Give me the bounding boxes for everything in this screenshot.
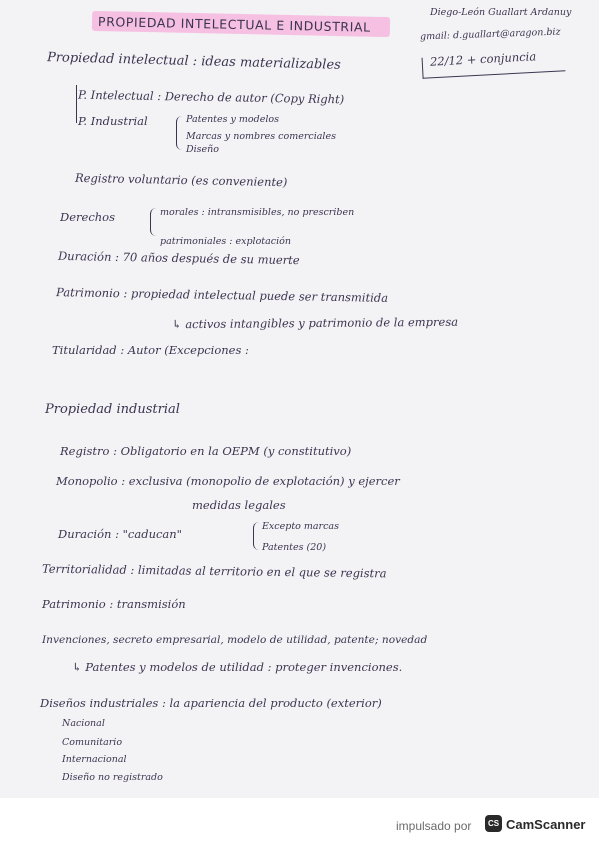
p-industrial-label: P. Industrial [78,114,148,128]
page-title-highlight [92,11,390,37]
duracion-industrial-label: Duración : "caducan" [58,527,182,541]
author-email: gmail: d.guallart@aragon.biz [419,26,561,43]
titularidad: Titularidad : Autor (Excepciones : [52,343,249,357]
p-industrial-item-1: Patentes y modelos [186,114,279,125]
diseno-item-comunitario: Comunitario [62,737,123,748]
intelectual-heading: Propiedad intelectual : ideas materializables [46,50,341,73]
p-industrial-item-2: Marcas y nombres comerciales [186,131,336,142]
derechos-morales: morales : intransmisibles, no prescriben [160,207,355,218]
camscanner-brand: CamScanner [506,817,586,832]
invenciones: Invenciones, secreto empresarial, modelo de utilidad, patente; novedad [42,634,428,646]
duracion-intelectual: Duración : 70 años después de su muerte [57,248,300,268]
derechos-brace [150,208,157,236]
patrimonio-intelectual: Patrimonio : propiedad intelectual puede ser transmitida [55,285,389,305]
duracion-item-2: Patentes (20) [262,542,327,553]
duracion-item-1: Excepto marcas [262,521,339,532]
derechos-patrimoniales: patrimoniales : explotación [160,236,291,247]
derechos-label: Derechos [60,210,116,224]
invenciones-sub: ↳ Patentes y modelos de utilidad : proteger invenciones. [72,660,403,674]
patrimonio-industrial: Patrimonio : transmisión [42,597,186,611]
disenos-heading: Diseños industriales : la apariencia del producto (exterior) [40,696,382,710]
registro-industrial: Registro : Obligatorio en la OEPM (y constitutivo) [60,444,352,458]
diseno-item-no-registrado: Diseño no registrado [62,772,163,783]
p-industrial-brace [176,116,183,150]
author-name: Diego-León Guallart Ardanuy [430,7,572,18]
camscanner-icon: CS [485,815,502,832]
diseno-item-nacional: Nacional [62,718,105,729]
monopolio-cont: medidas legales [192,498,286,512]
p-industrial-item-3: Diseño [186,144,219,155]
powered-by-text: impulsado por [396,819,472,833]
page-title: PROPIEDAD INTELECTUAL E INDUSTRIAL [97,14,371,35]
patrimonio-intelectual-sub: ↳ activos intangibles y patrimonio de la empresa [171,314,459,332]
industrial-heading: Propiedad industrial [45,402,180,417]
diseno-item-internacional: Internacional [62,754,127,765]
date-note: 22/12 + conjuncia [429,49,537,69]
p-intelectual-line: P. Intelectual : Derecho de autor (Copy Right) [77,87,345,107]
duracion-brace [253,522,260,550]
registro-intelectual: Registro voluntario (es conveniente) [74,170,288,190]
monopolio: Monopolio : exclusiva (monopolio de explotación) y ejercer [56,474,400,488]
territorialidad: Territorialidad : limitadas al territorio en el que se registra [41,561,387,581]
